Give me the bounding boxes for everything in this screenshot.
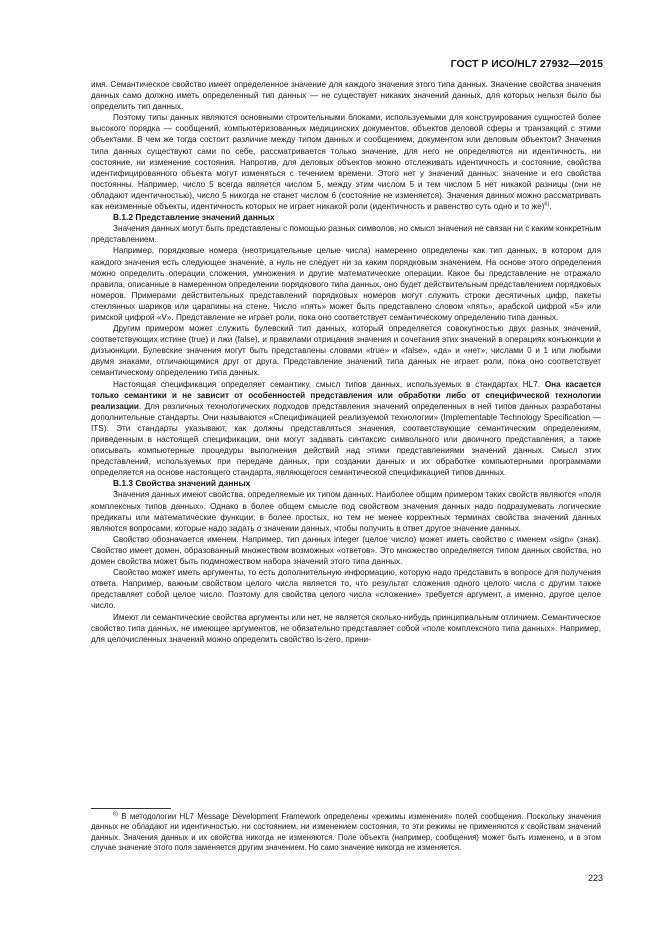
footnote-text: В методологии HL7 Message Development Framework определены «режимы изменения» полей сообщения. Поскольку значения данных не обладают ни идентичностью, ни состоянием, ни изменением состояния, то эти режимы не применяются к свойствам значений данных. Значения данных и их свойства никогда не изменяются. Поле объекта (например, сообщения) может быть изменено, и в этом случае значение этого поля заменяется другим значением. Но само значение никогда не изменяется. — [91, 812, 601, 852]
section-heading: B.1.2 Представление значений данных — [113, 212, 275, 223]
footnote-ref[interactable]: 6) — [544, 201, 550, 208]
page-body — [91, 79, 601, 645]
paragraph: Свойство обозначается именем. Например, тип данных integer (целое число) может иметь свойство с именем «sign» (знак). Свойство имеет домен, образованный множеством возможных «ответов». Это множество определяется типом данных свойства, но домен свойства может быть подмножеством набора значений этого типа данных. — [91, 534, 601, 567]
footnote-divider — [91, 808, 171, 809]
page-number: 223 — [587, 873, 603, 883]
paragraph: Свойство может иметь аргументы, то есть дополнительную информацию, которую надо представить в вопросе для получения ответа. Например, важным свойством целого числа является то, что результат сложения одного целого числа с другим также представляет собой целое число. Поэтому для свойства целого числа «сложение» требуется аргумент, а именно, другое целое число. — [91, 568, 601, 611]
paragraph: Например, порядковые номера (неотрицательные целые числа) намеренно определены как тип данных, в котором для каждого значения есть следующее значение, а нуль не следует ни за каким порядковым значением. На основе этого определения можно определить операции сложения, умножения и другие математические операции. Какое бы представление не отражало правила, описанные в намеренном определении порядкового типа данных, оно будет действительным представлением порядковых номеров. Примерами действительных представлений порядковых номеров могут служить строки десятичных цифр, пакеты стеклянных шариков или царапины на стене. Число «пять» может быть представлено словом «пять», арабской цифрой «5» или римской цифрой «V». Представление не играет роли, пока оно соответствует семантическому определению типа данных. — [91, 246, 601, 322]
paragraph: Другим примером может служить булевский тип данных, который определяется совокупностью двух разных значений, соответствующих истине (true) и лжи (false), и правилами отрицания значения и сочетания этих значений в операциях конъюнкции и дизъюнкции. Булевские значения могут быть представлены словами «true» и «false», «да» и «нет», числами 0 и 1 или любыми двумя знаками, отличающимися друг от друга. Представление значений типа данных не играет роли, пока оно соответствует семантическому определению типа данных. — [91, 324, 601, 378]
document-header: ГОСТ Р ИСО/HL7 27932—2015 — [450, 58, 603, 70]
paragraph: Значения данных могут быть представлены с помощью разных символов, но смысл значения не связан ни с каким конкретным представлением. — [91, 224, 601, 245]
paragraph: имя. Семантическое свойство имеет определенное значение для каждого значения этого типа данных. Значение свойства значения данных само должно иметь определенный тип данных — не существует никаких значений данных, для которых нельзя было бы определить тип данных. — [91, 80, 601, 112]
footnote-marker: 6) — [113, 811, 118, 818]
footnote — [91, 812, 601, 853]
paragraph: Имеют ли семантические свойства аргументы или нет, не является сколько-нибудь принципиальным отличием. Семантическое свойство типа данных, не имеющее аргументов, не обязательно представляет собой «поле комплексного типа данных». Например, для целочисленных значений можно определить свойство is-zero, прини- — [91, 612, 601, 644]
paragraph: Поэтому типы данных являются основными строительными блоками, используемыми для конструирования сущностей более высокого порядка — сообщений, компьютеризованных медицинских документов, объектов деловой сферы и транзакций с этими объектами. В чем же тогда состоит различие между типом данных и сообщением, документом или деловым объектом? Значения типа данных существуют сами по себе, рассматривается только значение, для него не определяются ни идентичность, ни состояние, ни изменение состояния. Напротив, для деловых объектов можно отслеживать идентичность и состояние, свойства идентифицированного объекта могут изменяться с течением времени. Этого нет у значений данных: значение и его свойства постоянны. Например, число 5 всегда является числом 5, между этим числом 5 и тем числом 5 нет никакой разницы (они не обладают идентичностью), число 5 никогда не станет числом 6 (состояние не изменяется). Значения данных можно рассматривать как неизменные объекты, идентичность которых не играет никакой роли (идентичность и равенство суть одно и то же)$^{6)}$. — [91, 113, 601, 212]
section-heading: B.1.3 Свойства значений данных — [113, 478, 251, 489]
paragraph: Настоящая спецификация определяет семантику, смысл типов данных, используемых в стандартах HL7. Она касается только семантики и не зависит от особенностей представления или обработки либо от специфической технологии реализации. Для различных технологических подходов представления значений определенных в ней типов данных разработаны дополнительные стандарты. Они называются «Спецификацией реализуемой технологии» (Implementable Technology Specification — ITS). Эти стандарты указывают, как должны представляться значения, соответствующие семантическим определениям, приведенным в настоящей спецификации, они могут задавать синтаксис символьного или двоичного представления, а также описывать компьютерные процедуры выполнения действий над этими представлениями значений данных. Смысл этих представлений, используемых при передаче данных, при создании данных и их обработке компьютерными программами определяется на основе настоящего стандарта, являющегося семантической спецификацией типов данных. — [91, 379, 601, 478]
emphasis-text: Она касается только семантики и не зависит от особенностей представления или обработки либо от специфической технологии реализации — [91, 379, 601, 411]
paragraph: Значения данных имеют свойства, определяемые их типом данных. Наиболее общим примером таких свойств являются «поля комплексных типов данных». Однако в более общем смысле под свойством значения данных надо подразумевать логические предикаты или математические функции; в более простых, но тем не менее корректных терминах свойства значений данных являются вопросами, которые надо задать о значении данных, чтобы получить в ответ другое значение данных. — [91, 490, 601, 533]
